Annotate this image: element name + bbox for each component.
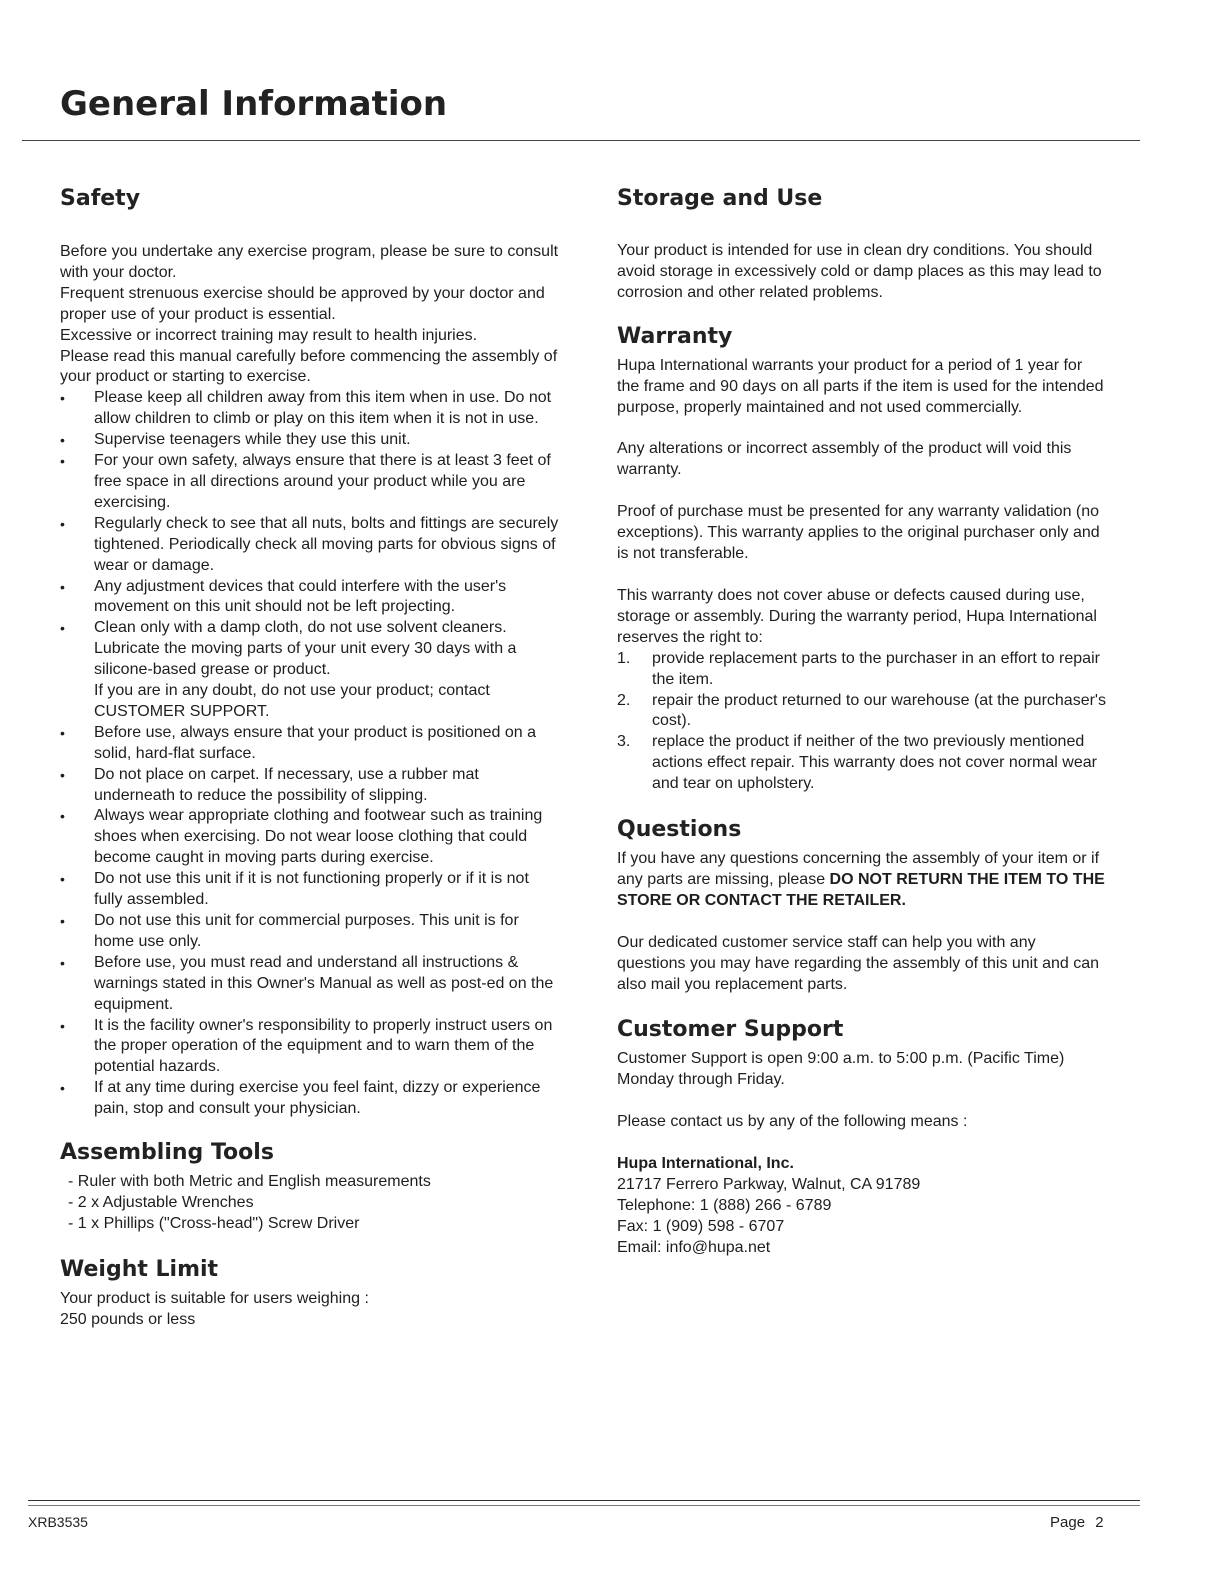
safety-bullet: • Always wear appropriate clothing and footwear such as training shoes when exercising. Do not wear loose clothing that could become caught in moving parts during exercise. bbox=[60, 806, 560, 869]
page-title: General Information bbox=[60, 84, 448, 124]
safety-bullet: • If at any time during exercise you feel faint, dizzy or experience pain, stop and consult your physician. bbox=[60, 1078, 560, 1120]
support-hours: Customer Support is open 9:00 a.m. to 5:00 p.m. (Pacific Time) Monday through Friday. bbox=[617, 1050, 1065, 1089]
footer-divider-thin bbox=[28, 1505, 1140, 1506]
assembling-tools-heading: Assembling Tools bbox=[60, 1140, 274, 1166]
footer-divider bbox=[28, 1500, 1140, 1501]
company-name: Hupa International, Inc. bbox=[617, 1155, 794, 1173]
company-fax: Fax: 1 (909) 598 - 6707 bbox=[617, 1217, 785, 1235]
customer-support-heading: Customer Support bbox=[617, 1017, 844, 1043]
storage-text: Your product is intended for use in clean dry conditions. You should avoid storage in excessively cold or damp places as this may lead to corrosion and other related problems. bbox=[617, 242, 1102, 301]
safety-bullet: • Clean only with a damp cloth, do not use solvent cleaners. Lubricate the moving parts of your unit every 30 days with a silicone-based grease or product. If you are in any doubt, do not use your product; contact CUSTOMER SUPPORT. bbox=[60, 618, 560, 723]
safety-bullet: • Supervise teenagers while they use this unit. bbox=[60, 430, 560, 451]
page-number: Page 2 bbox=[1050, 1514, 1104, 1531]
tools-list bbox=[60, 1172, 560, 1235]
warranty-paragraph-3: Proof of purchase must be presented for any warranty validation (no exceptions). This warranty applies to the original purchaser only and is not transferable. bbox=[617, 503, 1100, 563]
warranty-right-item: 1. provide replacement parts to the purchaser in an effort to repair the item. bbox=[617, 649, 1100, 688]
company-address: 21717 Ferrero Parkway, Walnut, CA 91789 bbox=[617, 1176, 921, 1194]
questions-heading: Questions bbox=[617, 817, 742, 843]
safety-intro-3: Excessive or incorrect training may result to health injuries. bbox=[60, 326, 478, 344]
model-number: XRB3535 bbox=[28, 1514, 88, 1530]
title-divider bbox=[22, 140, 1140, 141]
safety-bullet: • For your own safety, always ensure that there is at least 3 feet of free space in all directions around your product while you are exercising. bbox=[60, 451, 560, 514]
contact-intro: Please contact us by any of the following means : bbox=[617, 1113, 968, 1131]
safety-bullet: • Do not place on carpet. If necessary, use a rubber mat underneath to reduce the possibility of slipping. bbox=[60, 765, 560, 807]
safety-intro-4: Please read this manual carefully before commencing the assembly of your product or starting to exercise. bbox=[60, 347, 558, 386]
safety-intro-1: Before you undertake any exercise program, please be sure to consult with your doctor. bbox=[60, 243, 559, 281]
safety-bullet-list bbox=[60, 388, 560, 1120]
safety-bullet: • Any adjustment devices that could interfere with the user's movement on this unit should not be left projecting. bbox=[60, 577, 560, 619]
warranty-paragraph-4: This warranty does not cover abuse or defects caused during use, storage or assembly. During the warranty period, Hupa International reserves the right to: bbox=[617, 586, 1097, 646]
tool-item: - Ruler with both Metric and English measurements bbox=[68, 1173, 431, 1191]
questions-text: If you have any questions concerning the assembly of your item or if any parts are missing, please DO NOT RETURN THE ITEM TO THE STORE OR CONTACT THE RETAILER. bbox=[617, 850, 1105, 909]
weight-limit-line-2: 250 pounds or less bbox=[60, 1310, 196, 1328]
questions-warning: DO NOT RETURN THE ITEM TO THE STORE OR CONTACT THE RETAILER. bbox=[617, 870, 1105, 909]
warranty-right-item: 3. replace the product if neither of the two previously mentioned actions effect repair. This warranty does not cover normal wear and tear on upholstery. bbox=[617, 733, 1097, 793]
clean-note: If you are in any doubt, do not use your product; contact CUSTOMER SUPPORT. bbox=[94, 682, 490, 720]
safety-bullet: • Do not use this unit for commercial purposes. This unit is for home use only. bbox=[60, 911, 560, 953]
safety-bullet: • Before use, always ensure that your product is positioned on a solid, hard-flat surface. bbox=[60, 723, 560, 765]
company-telephone: Telephone: 1 (888) 266 - 6789 bbox=[617, 1197, 832, 1214]
warranty-right-item: 2. repair the product returned to our warehouse (at the purchaser's cost). bbox=[617, 691, 1106, 730]
safety-bullet: • Do not use this unit if it is not functioning properly or if it is not fully assembled. bbox=[60, 869, 560, 911]
safety-bullet: • Regularly check to see that all nuts, bolts and fittings are securely tightened. Periodically check all moving parts for obvious signs of wear or damage. bbox=[60, 514, 560, 577]
tool-item: - 1 x Phillips ("Cross-head") Screw Driver bbox=[68, 1214, 360, 1232]
warranty-paragraph-1: Hupa International warrants your product for a period of 1 year for the frame and 90 days on all parts if the item is used for the intended purpose, properly maintained and not used commercially. bbox=[617, 356, 1104, 416]
tool-item: - 2 x Adjustable Wrenches bbox=[68, 1193, 254, 1211]
company-email: Email: info@hupa.net bbox=[617, 1238, 771, 1256]
safety-bullet: • It is the facility owner's responsibility to properly instruct users on the proper operation of the equipment and to warn them of the potential hazards. bbox=[60, 1016, 560, 1079]
warranty-heading: Warranty bbox=[617, 323, 733, 349]
safety-intro-2: Frequent strenuous exercise should be approved by your doctor and proper use of your product is essential. bbox=[60, 284, 545, 323]
questions-paragraph-2: Our dedicated customer service staff can help you with any questions you may have regarding the assembly of this unit and can also mail you replacement parts. bbox=[617, 933, 1100, 993]
left-column bbox=[60, 186, 560, 1331]
safety-heading: Safety bbox=[60, 186, 141, 211]
storage-heading: Storage and Use bbox=[617, 186, 823, 211]
weight-limit-heading: Weight Limit bbox=[60, 1256, 219, 1282]
right-column bbox=[617, 186, 1107, 1259]
safety-bullet: • Before use, you must read and understand all instructions & warnings stated in this Owner's Manual as well as post-ed on the equipment. bbox=[60, 953, 560, 1016]
warranty-rights-list bbox=[617, 649, 1107, 795]
safety-bullet: • Please keep all children away from this item when in use. Do not allow children to climb or play on this item when it is not in use. bbox=[60, 388, 560, 430]
weight-limit-line-1: Your product is suitable for users weighing : bbox=[60, 1289, 369, 1307]
warranty-paragraph-2: Any alterations or incorrect assembly of the product will void this warranty. bbox=[617, 440, 1072, 479]
